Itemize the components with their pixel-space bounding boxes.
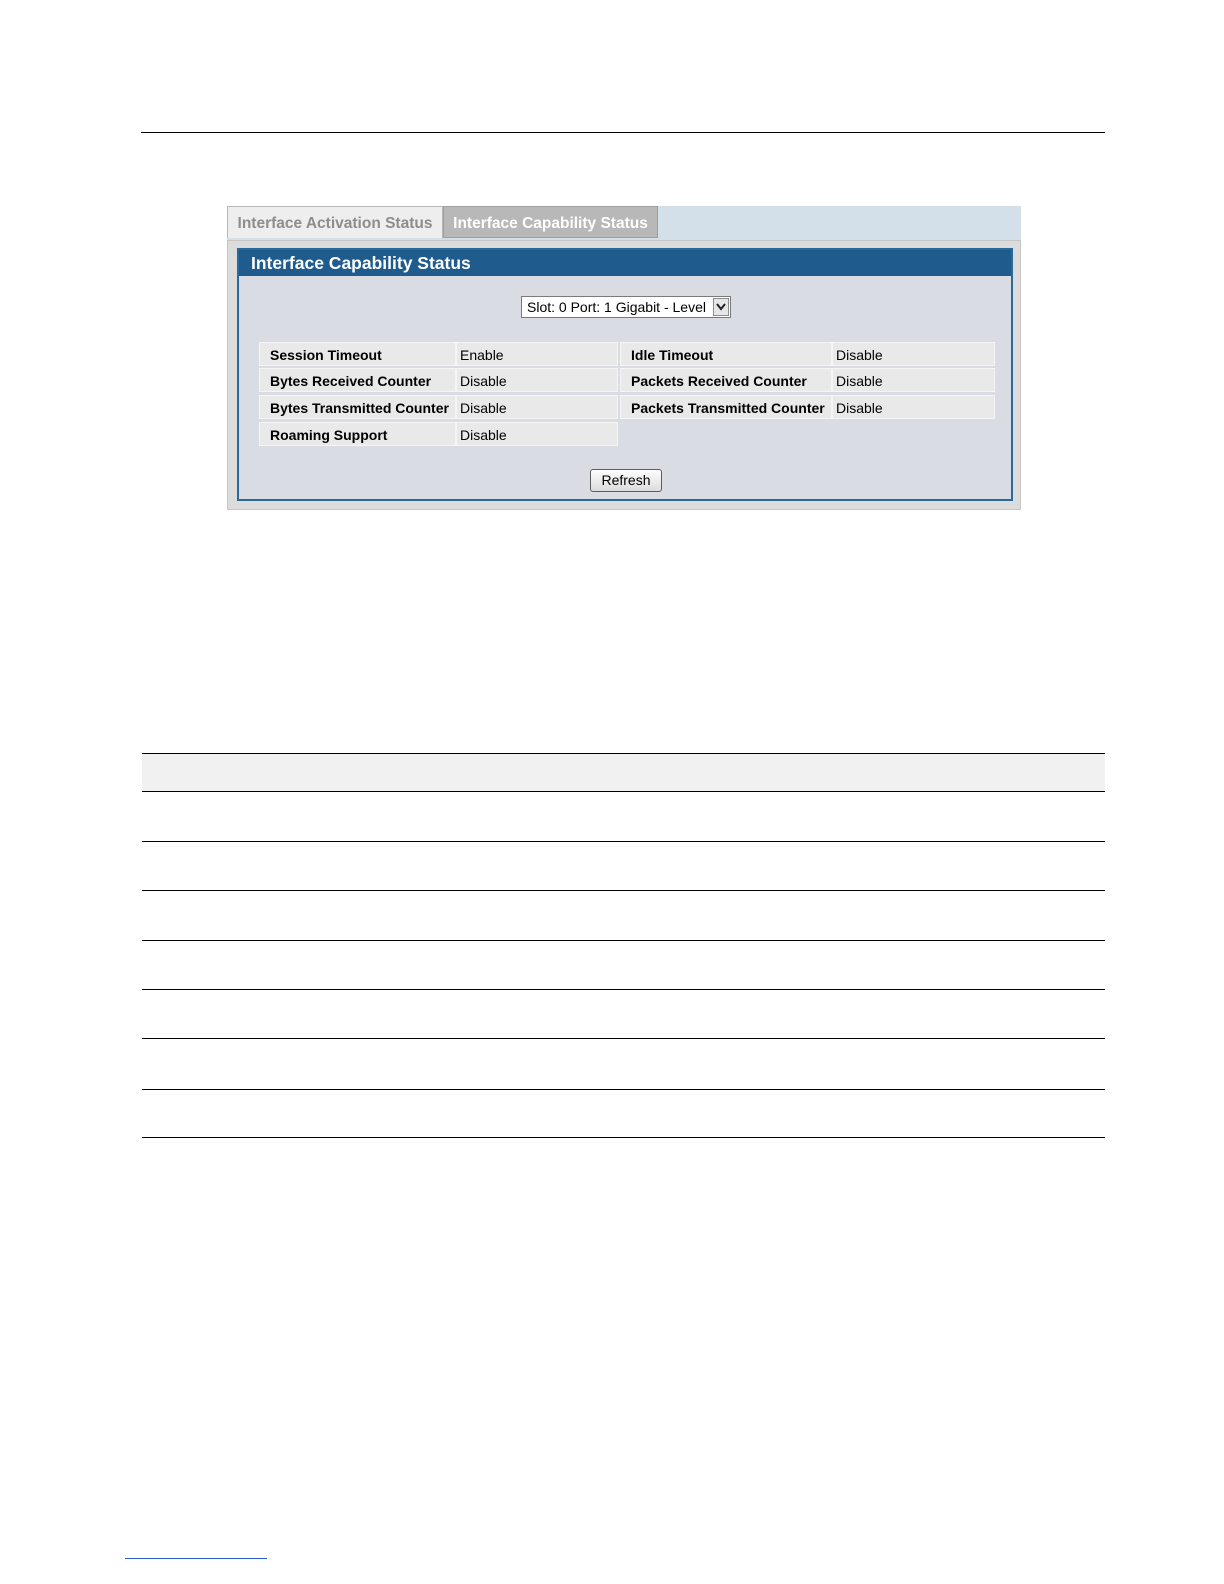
tab-interface-capability-status[interactable]: Interface Capability Status [443, 206, 658, 238]
chevron-down-icon[interactable] [713, 298, 729, 316]
packets-received-counter-value: Disable [832, 368, 995, 392]
content-area [227, 240, 1021, 510]
packets-transmitted-counter-label: Packets Transmitted Counter [620, 395, 832, 419]
packets-transmitted-counter-value: Disable [832, 395, 995, 419]
bytes-received-counter-label: Bytes Received Counter [259, 368, 456, 392]
table-row [142, 1089, 1105, 1090]
page-header-rule [141, 132, 1105, 133]
idle-timeout-value: Disable [832, 342, 995, 366]
session-timeout-label: Session Timeout [259, 342, 456, 366]
session-timeout-value: Enable [456, 342, 618, 366]
refresh-button[interactable]: Refresh [590, 469, 662, 492]
idle-timeout-label: Idle Timeout [620, 342, 832, 366]
panel-title: Interface Capability Status [239, 250, 1011, 276]
table-row [142, 1137, 1105, 1138]
screenshot-frame [227, 206, 1021, 510]
table-row [142, 841, 1105, 842]
table-row [142, 989, 1105, 990]
table-header [142, 753, 1105, 792]
footnote-rule [125, 1558, 267, 1559]
port-select[interactable] [521, 296, 731, 318]
capability-panel [237, 248, 1013, 501]
roaming-support-value: Disable [456, 422, 618, 446]
bytes-transmitted-counter-label: Bytes Transmitted Counter [259, 395, 456, 419]
port-select-value: Slot: 0 Port: 1 Gigabit - Level [527, 299, 706, 315]
packets-received-counter-label: Packets Received Counter [620, 368, 832, 392]
bytes-received-counter-value: Disable [456, 368, 618, 392]
roaming-support-label: Roaming Support [259, 422, 456, 446]
table-row [142, 1038, 1105, 1039]
tab-interface-activation-status[interactable]: Interface Activation Status [227, 206, 443, 238]
bytes-transmitted-counter-value: Disable [456, 395, 618, 419]
tab-bar [227, 206, 1021, 240]
table-row [142, 890, 1105, 891]
table-row [142, 940, 1105, 941]
